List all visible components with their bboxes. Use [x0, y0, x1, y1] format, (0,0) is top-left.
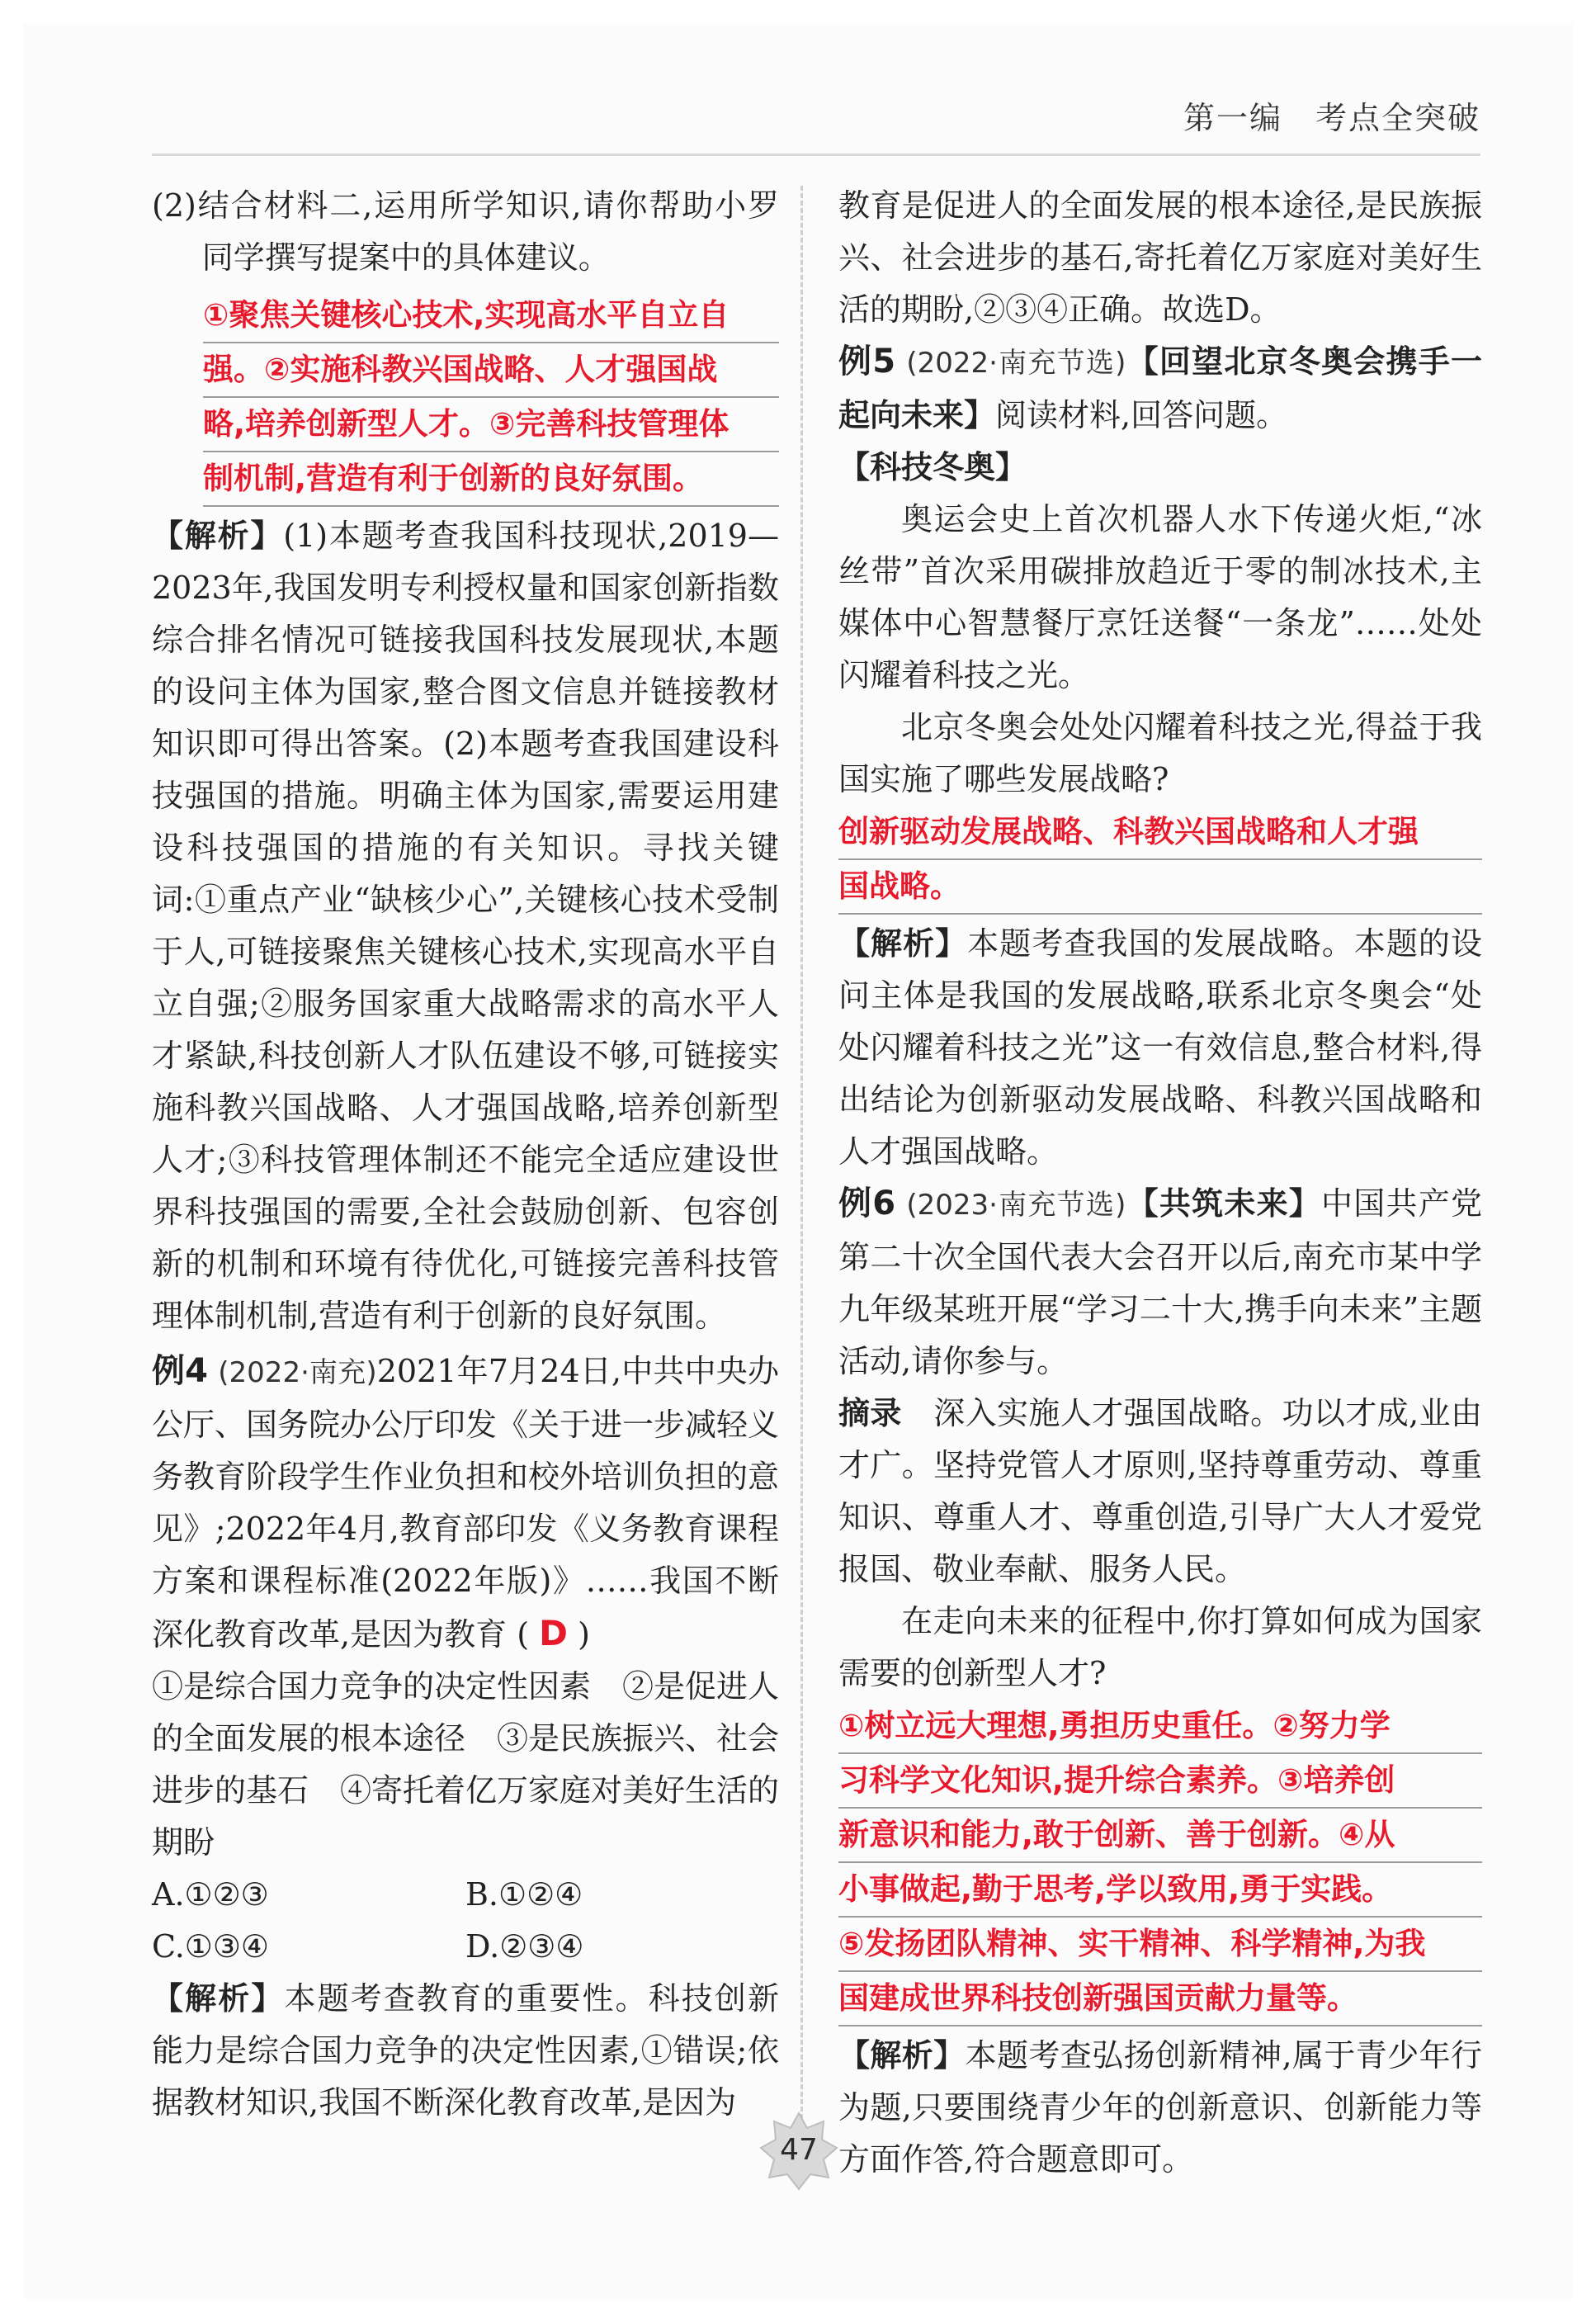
- example-5-tail: 阅读材料,回答问题。: [995, 397, 1288, 433]
- example-5-topic: 【回望北京冬奥会携手一起向未来】: [838, 343, 1482, 433]
- option-c: C.①③④: [152, 1928, 269, 1965]
- example-5: [838, 336, 1482, 442]
- example-4-answer: D: [539, 1613, 568, 1653]
- answer-paren-close: ): [578, 1616, 590, 1653]
- option-b: B.①②④: [465, 1876, 583, 1913]
- example-4-text: 2021年7月24日,中共中央办公厅、国务院办公厅印发《关于进一步减轻义务教育阶段学生作业负担和校外培训负担的意见》;2022年4月,教育部印发《义务教育课程方案和课程标准(2022年版)》……我国不断深化教育改革,是因为教育: [152, 1353, 780, 1653]
- answer-line: 制机制,营造有利于创新的良好氛围。: [203, 452, 779, 507]
- analysis-text: 本题考查我国的发展战略。本题的设问主体是我国的发展战略,联系北京冬奥会“处处闪耀着科技之光”这一有效信息,整合材料,得出结论为创新驱动发展战略、科教兴国战略和人才强国战略。: [838, 925, 1482, 1170]
- answer-line: 创新驱动发展战略、科教兴国战略和人才强: [838, 806, 1482, 860]
- analysis-label: 【解析】: [152, 1980, 285, 2017]
- right-column: [838, 180, 1482, 2186]
- sub-heading: [838, 442, 1482, 494]
- answer-line: 略,培养创新型人才。③完善科技管理体: [203, 398, 779, 452]
- example-4-items: ①是综合国力竞争的决定性因素 ②是促进人的全面发展的根本途径 ③是民族振兴、社会进步的基石 ④寄托着亿万家庭对美好生活的期盼: [152, 1668, 780, 1861]
- material-text: 奥运会史上首次机器人水下传递火炬,“冰丝带”首次采用碳排放趋近于零的制冰技术,主媒体中心智慧餐厅烹饪送餐“一条龙”……处处闪耀着科技之光。: [838, 501, 1482, 693]
- question-text: 北京冬奥会处处闪耀着科技之光,得益于我国实施了哪些发展战略?: [838, 709, 1482, 797]
- example-6-label: 例6: [838, 1185, 896, 1222]
- header-rule: [152, 154, 1480, 156]
- answer-block-2: [838, 806, 1482, 915]
- question-2-text: 在走向未来的征程中,你打算如何成为国家需要的创新型人才?: [838, 1603, 1482, 1691]
- options-row-2: [152, 1921, 779, 1973]
- answer-line: ⑤发扬团队精神、实干精神、科学精神,为我: [838, 1918, 1482, 1972]
- answer-line: 新意识和能力,敢于创新、善于创新。④从: [838, 1809, 1482, 1863]
- left-column: [152, 180, 779, 2129]
- answer-line: 强。②实施科教兴国战略、人才强国战: [203, 343, 779, 398]
- example-5-label: 例5: [838, 343, 896, 381]
- example-6-topic: 【共筑未来】: [1126, 1185, 1322, 1222]
- example-4-source: (2022·南充): [218, 1356, 377, 1389]
- analysis-label: 【解析】: [838, 2037, 966, 2074]
- page-header: 第一编 考点全突破: [1183, 100, 1480, 136]
- answer-block-1: [152, 289, 779, 507]
- analysis-2: [152, 1973, 779, 2129]
- example-5-source: (2022·南充节选): [906, 347, 1126, 380]
- example-4: [152, 1345, 779, 1661]
- example-6: [838, 1178, 1482, 1388]
- analysis-1: [152, 510, 779, 1342]
- analysis-label: 【解析】: [838, 925, 968, 962]
- answer-line: 习科学文化知识,提升综合素养。③培养创: [838, 1754, 1482, 1809]
- analysis-3: [838, 918, 1482, 1178]
- column-divider: [800, 186, 803, 2134]
- page-number: 47: [780, 2133, 818, 2167]
- analysis-text: 本题考查教育的重要性。科技创新能力是综合国力竞争的决定性因素,①错误;依据教材知识,我国不断深化教育改革,是因为: [152, 1980, 779, 2121]
- answer-line: 小事做起,勤于思考,学以致用,勇于实践。: [838, 1863, 1482, 1918]
- option-d: D.②③④: [465, 1928, 584, 1965]
- question-2-text: (2)结合材料二,运用所学知识,请你帮助小罗同学撰写提案中的具体建议。: [152, 187, 779, 276]
- option-a: A.①②③: [152, 1876, 269, 1913]
- answer-paren-open: (: [517, 1616, 530, 1653]
- excerpt-label: 摘录: [838, 1395, 902, 1431]
- page-number-badge: [758, 2110, 840, 2192]
- excerpt: [838, 1388, 1482, 1596]
- answer-line: ①聚焦关键核心技术,实现高水平自立自: [203, 289, 779, 343]
- example-4-label: 例4: [152, 1352, 209, 1390]
- analysis-4: [838, 2030, 1482, 2186]
- question-2: [152, 180, 779, 284]
- analysis-label: 【解析】: [152, 518, 284, 554]
- answer-block-3: [838, 1700, 1482, 2026]
- excerpt-text: 深入实施人才强国战略。功以才成,业由才广。坚持党管人才原则,坚持尊重劳动、尊重知识、尊重人才、尊重创造,引导广大人才爱党报国、敬业奉献、服务人民。: [838, 1395, 1482, 1587]
- answer-line: 国战略。: [838, 860, 1482, 915]
- options-row-1: [152, 1869, 779, 1921]
- example-6-source: (2023·南充节选): [906, 1189, 1126, 1222]
- sub-heading-label: 【科技冬奥】: [838, 449, 1027, 485]
- analysis-text: 本题考查弘扬创新精神,属于青少年行为题,只要围绕青少年的创新意识、创新能力等方面作答,符合题意即可。: [838, 2037, 1482, 2178]
- analysis-continued: 教育是促进人的全面发展的根本途径,是民族振兴、社会进步的基石,寄托着亿万家庭对美好生活的期盼,②③④正确。故选D。: [838, 187, 1482, 328]
- answer-line: ①树立远大理想,勇担历史重任。②努力学: [838, 1700, 1482, 1754]
- example-6-text: 中国共产党第二十次全国代表大会召开以后,南充市某中学九年级某班开展“学习二十大,携手向未来”主题活动,请你参与。: [838, 1185, 1482, 1379]
- analysis-text: (1)本题考查我国科技现状,2019—2023年,我国发明专利授权量和国家创新指数综合排名情况可链接我国科技发展现状,本题的设问主体为国家,整合图文信息并链接教材知识即可得出答案。(2)本题考查我国建设科技强国的措施。明确主体为国家,需要运用建设科技强国的措施的有关知识。寻找关键词:①重点产业“缺核少心”,关键核心技术受制于人,可链接聚焦关键核心技术,实现高水平自立自强;②服务国家重大战略需求的高水平人才紧缺,科技创新人才队伍建设不够,可链接实施科教兴国战略、人才强国战略,培养创新型人才;③科技管理体制还不能完全适应建设世界科技强国的需要,全社会鼓励创新、包容创新的机制和环境有待优化,可链接完善科技管理体制机制,营造有利于创新的良好氛围。: [152, 518, 779, 1334]
- answer-line: 国建成世界科技创新强国贡献力量等。: [838, 1972, 1482, 2026]
